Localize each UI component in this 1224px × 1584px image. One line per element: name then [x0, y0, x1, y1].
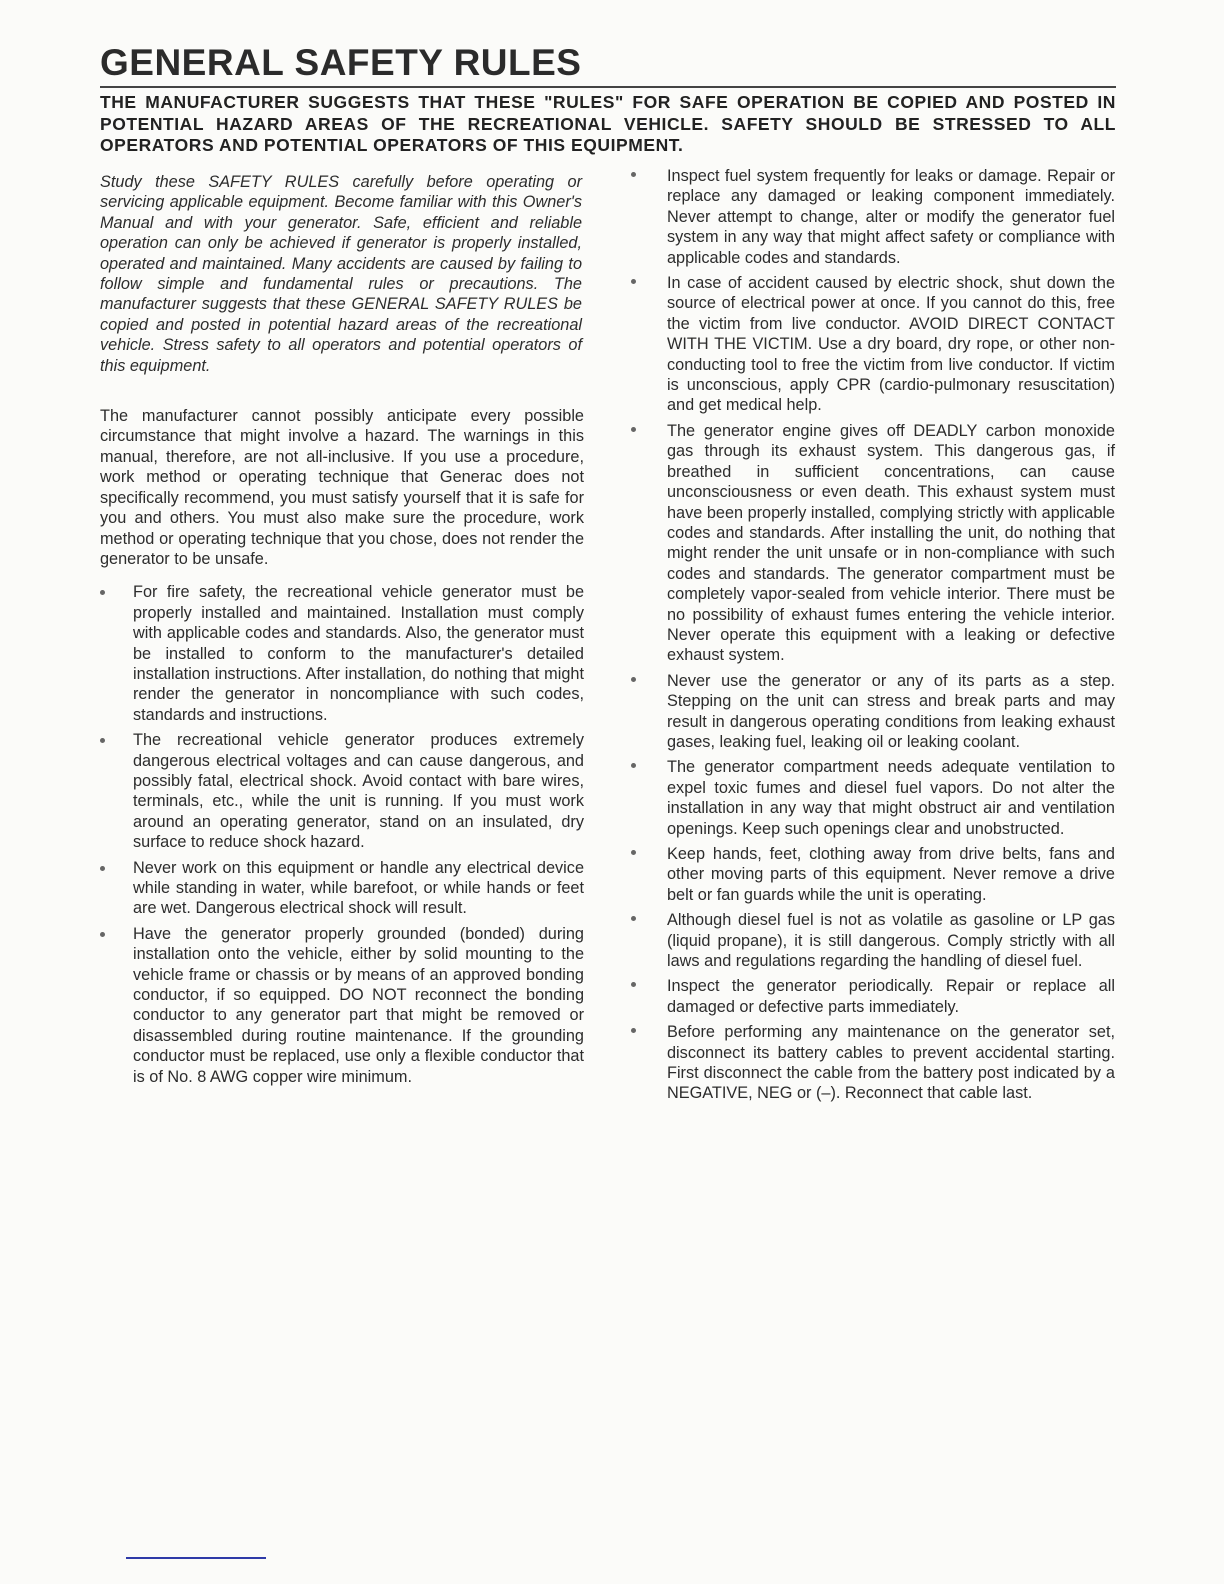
list-item-text: Never work on this equipment or handle any electrical device while standing in water, while barefoot, or while hands or feet are wet. Dangerous electrical shock will result.	[133, 858, 584, 918]
list-item-text: Before performing any maintenance on the generator set, disconnect its battery cables to prevent accidental starting. First disconnect the cable from the battery post indicated by a NEGATIVE, NEG or (–). Reconnect that cable last.	[667, 1023, 1115, 1103]
bullet-icon	[631, 763, 636, 768]
list-item-text: Although diesel fuel is not as volatile as gasoline or LP gas (liquid propane), it is still dangerous. Comply strictly with all laws and regulations regarding the handling of diesel fuel.	[667, 911, 1115, 971]
disclaimer-paragraph: The manufacturer cannot possibly anticipate every possible circumstance that might involve a hazard. The warnings in this manual, therefore, are not all-inclusive. If you use a procedure, work method or operating technique that Generac does not specifically recommend, you must satisfy yourself that it is safe for you and others. You must also make sure the procedure, work method or operating technique that you chose, does not render the generator to be unsafe.	[100, 407, 584, 568]
list-item	[627, 757, 1115, 839]
list-item	[627, 976, 1115, 1017]
bullet-icon	[631, 982, 636, 987]
bullet-icon	[631, 427, 636, 432]
list-item-text: In case of accident caused by electric shock, shut down the source of electrical power at once. If you cannot do this, free the victim from live conductor. AVOID DIRECT CONTACT WITH THE VICTIM. Use a dry board, dry rope, or other non-conducting tool to free the victim from live conductor. If victim is unconscious, apply CPR (cardio-pulmonary resuscitation) and get medical help.	[667, 274, 1115, 415]
bullet-icon	[631, 916, 636, 921]
list-item-text: Never use the generator or any of its parts as a step. Stepping on the unit can stress and break parts and may result in dangerous operating conditions from leaking exhaust gases, leaking fuel, leaking oil or leaking coolant.	[667, 671, 1115, 751]
subheading: THE MANUFACTURER SUGGESTS THAT THESE "RULES" FOR SAFE OPERATION BE COPIED AND POSTED IN POTENTIAL HAZARD AREAS OF THE RECREATIONAL VEHICLE. SAFETY SHOULD BE STRESSED TO ALL OPERATORS AND POTENTIAL OPERATORS OF THIS EQUIPMENT.	[100, 92, 1116, 155]
bullet-icon	[631, 172, 636, 177]
intro-paragraph: Study these SAFETY RULES carefully before operating or servicing applicable equipment. Become familiar with this Owner's Manual and with your generator. Safe, efficient and reliable operation can only be achieved if generator is properly installed, operated and maintained. Many accidents are caused by failing to follow simple and fundamental rules or precautions. The manufacturer suggests that these GENERAL SAFETY RULES be copied and posted in potential hazard areas of the recreational vehicle. Stress safety to all operators and potential operators of this equipment.	[100, 173, 582, 375]
list-item	[627, 910, 1115, 971]
bullet-icon	[631, 850, 636, 855]
list-item-text: Inspect the generator periodically. Repair or replace all damaged or defective parts immediately.	[667, 977, 1115, 1016]
list-item-text: Keep hands, feet, clothing away from drive belts, fans and other moving parts of this equipment. Never remove a drive belt or fan guards while the unit is operating.	[667, 845, 1115, 904]
list-item-text: The generator compartment needs adequate ventilation to expel toxic fumes and diesel fuel vapors. Do not alter the installation in any way that might obstruct air and ventilation openings. Keep such openings clear and unobstructed.	[667, 758, 1115, 838]
list-item	[627, 1022, 1115, 1104]
list-item-text: Have the generator properly grounded (bonded) during installation onto the vehicle, either by solid mounting to the vehicle frame or chassis or by means of an approved bonding conductor, if so equipped. DO NOT reconnect the bonding conductor to any generator part that might be removed or disassembled during routine maintenance. If the grounding conductor must be replaced, use only a flexible conductor that is of No. 8 AWG copper wire minimum.	[133, 924, 584, 1086]
bullet-icon	[100, 866, 105, 871]
bullet-icon	[100, 932, 105, 937]
footer-divider	[126, 1557, 266, 1559]
right-column	[627, 166, 1115, 1109]
bullet-icon	[631, 279, 636, 284]
bullet-icon	[100, 738, 105, 743]
title-divider	[100, 86, 1116, 88]
list-item	[100, 730, 584, 852]
bullet-icon	[100, 590, 105, 595]
list-item	[627, 273, 1115, 416]
bullet-icon	[631, 1028, 636, 1033]
list-item	[627, 166, 1115, 268]
list-item	[627, 844, 1115, 905]
left-bullet-list	[100, 582, 584, 1087]
list-item-text: The recreational vehicle generator produces extremely dangerous electrical voltages and can cause dangerous, and possibly fatal, electrical shock. Avoid contact with bare wires, terminals, etc., while the unit is running. If you must work around an operating generator, stand on an insulated, dry surface to reduce shock hazard.	[133, 731, 584, 852]
list-item-text: For fire safety, the recreational vehicle generator must be properly installed and maintained. Installation must comply with applicable codes and standards. Also, the generator must be installed to conform to the manufacturer's detailed installation instructions. After installation, do nothing that might render the generator in noncompliance with such codes, standards and instructions.	[133, 583, 584, 724]
bullet-icon	[631, 677, 636, 682]
right-bullet-list	[627, 166, 1115, 1104]
list-item	[100, 858, 584, 919]
list-item-text: Inspect fuel system frequently for leaks or damage. Repair or replace any damaged or leaking component immediately. Never attempt to change, alter or modify the generator fuel system in any way that might affect safety or compliance with applicable codes and standards.	[667, 167, 1115, 267]
list-item	[100, 924, 584, 1087]
left-column	[100, 172, 584, 1092]
list-item-text: The generator engine gives off DEADLY carbon monoxide gas through its exhaust system. This dangerous gas, if breathed in sufficient concentrations, can cause unconsciousness or even death. This exhaust system must have been properly installed, complying strictly with applicable codes and standards. After installing the unit, do nothing that might render the unit unsafe or in non-compliance with such codes and standards. The generator compartment must be completely vapor-sealed from vehicle interior. There must be no possibility of exhaust fumes entering the vehicle interior. Never operate this equipment with a leaking or defective exhaust system.	[667, 421, 1115, 665]
list-item	[100, 582, 584, 725]
list-item	[627, 671, 1115, 753]
page-title: GENERAL SAFETY RULES	[100, 42, 582, 83]
list-item	[627, 421, 1115, 666]
